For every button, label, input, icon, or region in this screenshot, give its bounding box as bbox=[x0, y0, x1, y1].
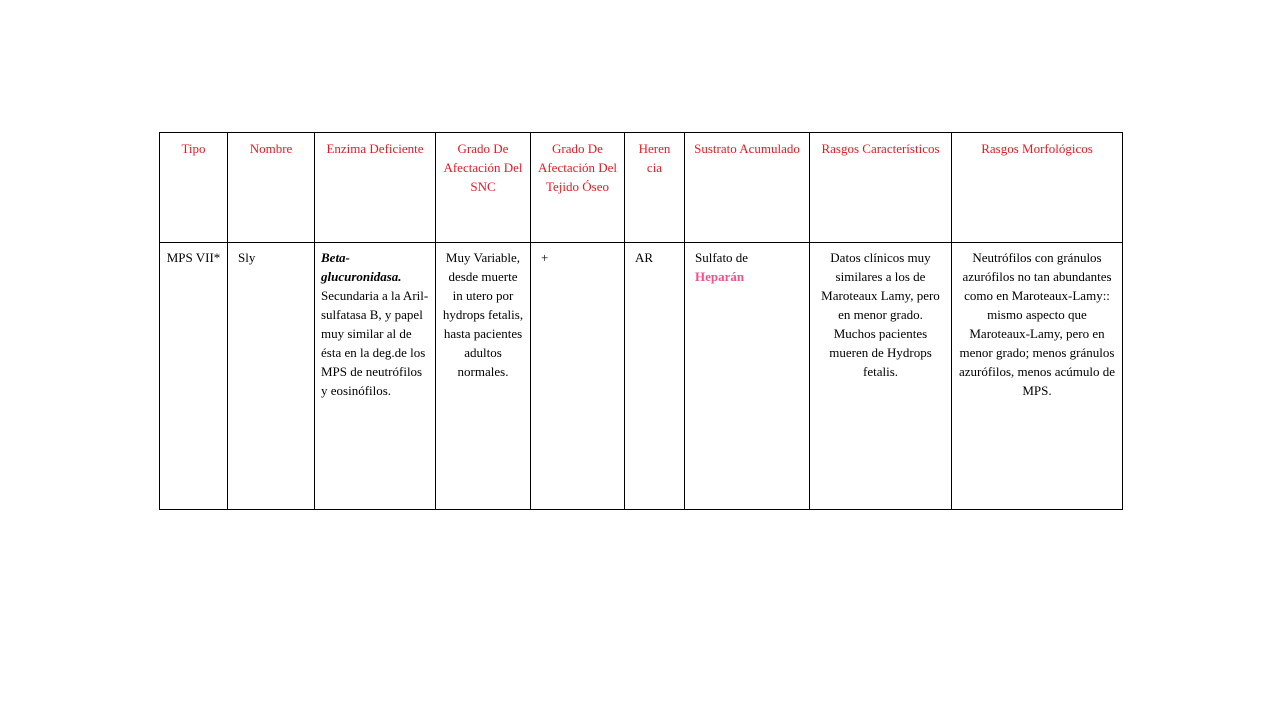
header-rasgos-caracteristicos: Rasgos Característicos bbox=[810, 133, 952, 243]
table-row bbox=[160, 243, 1123, 510]
enzyme-description: Secundaria a la Aril-sulfatasa B, y papel muy similar al de ésta en la deg.de los MPS de neutrófilos y eosinófilos. bbox=[321, 288, 429, 398]
header-grado-oseo: Grado De Afectación Del Tejido Óseo bbox=[531, 133, 625, 243]
header-enzima-deficiente: Enzima Deficiente bbox=[315, 133, 436, 243]
header-herencia: Heren cia bbox=[625, 133, 685, 243]
sustrato-heparan: Heparán bbox=[695, 269, 745, 284]
header-row bbox=[160, 133, 1123, 243]
mps-table bbox=[159, 132, 1123, 510]
cell-herencia: AR bbox=[625, 243, 685, 510]
cell-enzima bbox=[315, 243, 436, 510]
cell-rasgos-caracteristicos: Datos clínicos muy similares a los de Maroteaux Lamy, pero en menor grado. Muchos pacientes mueren de Hydrops fetalis. bbox=[810, 243, 952, 510]
cell-snc: Muy Variable, desde muerte in utero por hydrops fetalis, hasta pacientes adultos normales. bbox=[436, 243, 531, 510]
cell-sustrato bbox=[685, 243, 810, 510]
header-rasgos-morfologicos: Rasgos Morfológicos bbox=[952, 133, 1123, 243]
header-grado-snc: Grado De Afectación Del SNC bbox=[436, 133, 531, 243]
header-nombre: Nombre bbox=[228, 133, 315, 243]
cell-tipo: MPS VII* bbox=[160, 243, 228, 510]
cell-rasgos-morfologicos: Neutrófilos con gránulos azurófilos no tan abundantes como en Maroteaux-Lamy:: mismo aspecto que Maroteaux-Lamy, pero en menor grado; menos gránulos azurófilos, menos acúmulo de MPS. bbox=[952, 243, 1123, 510]
header-tipo: Tipo bbox=[160, 133, 228, 243]
cell-oseo: + bbox=[531, 243, 625, 510]
enzyme-name: Beta-glucuronidasa. bbox=[321, 250, 402, 284]
header-sustrato: Sustrato Acumulado bbox=[685, 133, 810, 243]
sustrato-prefix: Sulfato de bbox=[695, 250, 749, 265]
cell-nombre: Sly bbox=[228, 243, 315, 510]
